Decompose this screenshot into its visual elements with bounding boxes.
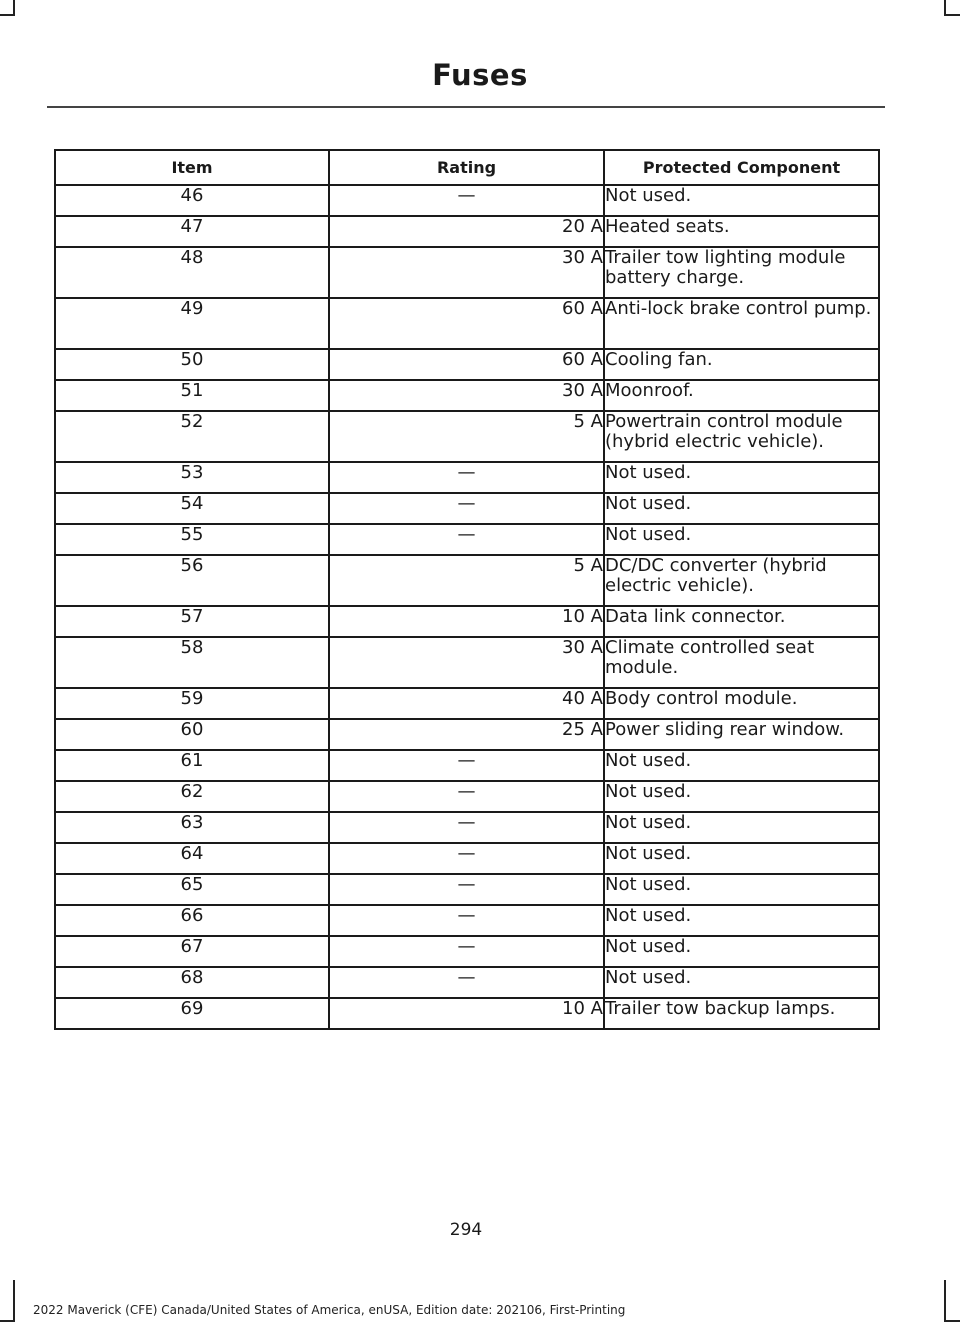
table-row	[55, 247, 879, 298]
cell-item: 51	[55, 380, 329, 411]
cell-protected-component: Anti-lock brake control pump.	[604, 298, 879, 349]
cell-rating: —	[329, 462, 604, 493]
cell-rating: 60 A	[329, 349, 604, 380]
cell-item: 60	[55, 719, 329, 750]
cell-item: 62	[55, 781, 329, 812]
table-row	[55, 462, 879, 493]
cell-protected-component: Not used.	[604, 493, 879, 524]
cell-rating: 20 A	[329, 216, 604, 247]
cell-item: 65	[55, 874, 329, 905]
table-row	[55, 688, 879, 719]
cell-rating: 25 A	[329, 719, 604, 750]
table-row	[55, 185, 879, 216]
table-row	[55, 216, 879, 247]
crop-mark-bottom-left-vertical	[13, 1280, 15, 1322]
cell-rating: —	[329, 524, 604, 555]
table-row	[55, 349, 879, 380]
crop-mark-top-right-horizontal	[944, 14, 960, 16]
fuse-table-body	[55, 185, 879, 1029]
cell-rating: —	[329, 493, 604, 524]
cell-protected-component: Climate controlled seat module.	[604, 637, 879, 688]
cell-protected-component: Powertrain control module (hybrid electric vehicle).	[604, 411, 879, 462]
cell-rating: —	[329, 843, 604, 874]
table-row	[55, 967, 879, 998]
cell-item: 57	[55, 606, 329, 637]
cell-item: 56	[55, 555, 329, 606]
table-row	[55, 750, 879, 781]
cell-protected-component: Not used.	[604, 967, 879, 998]
cell-rating: —	[329, 874, 604, 905]
table-row	[55, 812, 879, 843]
cell-rating: 40 A	[329, 688, 604, 719]
cell-item: 52	[55, 411, 329, 462]
cell-item: 55	[55, 524, 329, 555]
cell-rating: —	[329, 936, 604, 967]
table-row	[55, 637, 879, 688]
cell-rating: 5 A	[329, 411, 604, 462]
table-row	[55, 998, 879, 1029]
cell-protected-component: Not used.	[604, 936, 879, 967]
table-row	[55, 380, 879, 411]
cell-rating: —	[329, 905, 604, 936]
cell-protected-component: Not used.	[604, 781, 879, 812]
cell-protected-component: Not used.	[604, 185, 879, 216]
cell-item: 58	[55, 637, 329, 688]
cell-protected-component: Trailer tow lighting module battery charge.	[604, 247, 879, 298]
page-title: Fuses	[432, 58, 528, 92]
cell-item: 47	[55, 216, 329, 247]
column-header-rating: Rating	[329, 150, 604, 185]
table-header-row	[55, 150, 879, 185]
cell-rating: 30 A	[329, 637, 604, 688]
cell-protected-component: Moonroof.	[604, 380, 879, 411]
table-row	[55, 905, 879, 936]
cell-item: 59	[55, 688, 329, 719]
cell-protected-component: Not used.	[604, 750, 879, 781]
cell-item: 50	[55, 349, 329, 380]
fuse-table	[54, 149, 880, 1030]
table-row	[55, 781, 879, 812]
cell-item: 53	[55, 462, 329, 493]
cell-item: 69	[55, 998, 329, 1029]
column-header-protected-component: Protected Component	[604, 150, 879, 185]
cell-protected-component: Trailer tow backup lamps.	[604, 998, 879, 1029]
cell-rating: 5 A	[329, 555, 604, 606]
cell-rating: 10 A	[329, 606, 604, 637]
cell-rating: —	[329, 750, 604, 781]
cell-item: 49	[55, 298, 329, 349]
cell-rating: —	[329, 812, 604, 843]
crop-mark-bottom-left-horizontal	[0, 1320, 15, 1322]
table-row	[55, 719, 879, 750]
cell-protected-component: DC/DC converter (hybrid electric vehicle).	[604, 555, 879, 606]
table-row	[55, 874, 879, 905]
column-header-item: Item	[55, 150, 329, 185]
title-divider	[47, 106, 885, 108]
table-row	[55, 524, 879, 555]
cell-item: 63	[55, 812, 329, 843]
table-row	[55, 843, 879, 874]
cell-protected-component: Power sliding rear window.	[604, 719, 879, 750]
cell-protected-component: Cooling fan.	[604, 349, 879, 380]
table-row	[55, 493, 879, 524]
cell-protected-component: Not used.	[604, 524, 879, 555]
cell-protected-component: Heated seats.	[604, 216, 879, 247]
cell-protected-component: Not used.	[604, 462, 879, 493]
page-number: 294	[449, 1220, 483, 1240]
cell-protected-component: Not used.	[604, 843, 879, 874]
cell-rating: 10 A	[329, 998, 604, 1029]
crop-mark-top-left-horizontal	[0, 14, 15, 16]
cell-protected-component: Not used.	[604, 874, 879, 905]
cell-protected-component: Not used.	[604, 812, 879, 843]
table-row	[55, 606, 879, 637]
cell-item: 46	[55, 185, 329, 216]
cell-rating: 30 A	[329, 247, 604, 298]
cell-protected-component: Not used.	[604, 905, 879, 936]
cell-rating: —	[329, 185, 604, 216]
table-row	[55, 298, 879, 349]
cell-rating: 30 A	[329, 380, 604, 411]
cell-item: 68	[55, 967, 329, 998]
cell-rating: —	[329, 781, 604, 812]
cell-item: 64	[55, 843, 329, 874]
crop-mark-bottom-right-horizontal	[944, 1320, 960, 1322]
cell-item: 61	[55, 750, 329, 781]
table-row	[55, 411, 879, 462]
cell-item: 48	[55, 247, 329, 298]
cell-protected-component: Body control module.	[604, 688, 879, 719]
crop-mark-bottom-right-vertical	[944, 1280, 946, 1322]
cell-item: 66	[55, 905, 329, 936]
cell-rating: 60 A	[329, 298, 604, 349]
cell-protected-component: Data link connector.	[604, 606, 879, 637]
table-row	[55, 555, 879, 606]
footer-edition-text: 2022 Maverick (CFE) Canada/United States of America, enUSA, Edition date: 202106, First-Printing	[33, 1303, 626, 1317]
cell-item: 67	[55, 936, 329, 967]
table-row	[55, 936, 879, 967]
cell-rating: —	[329, 967, 604, 998]
cell-item: 54	[55, 493, 329, 524]
